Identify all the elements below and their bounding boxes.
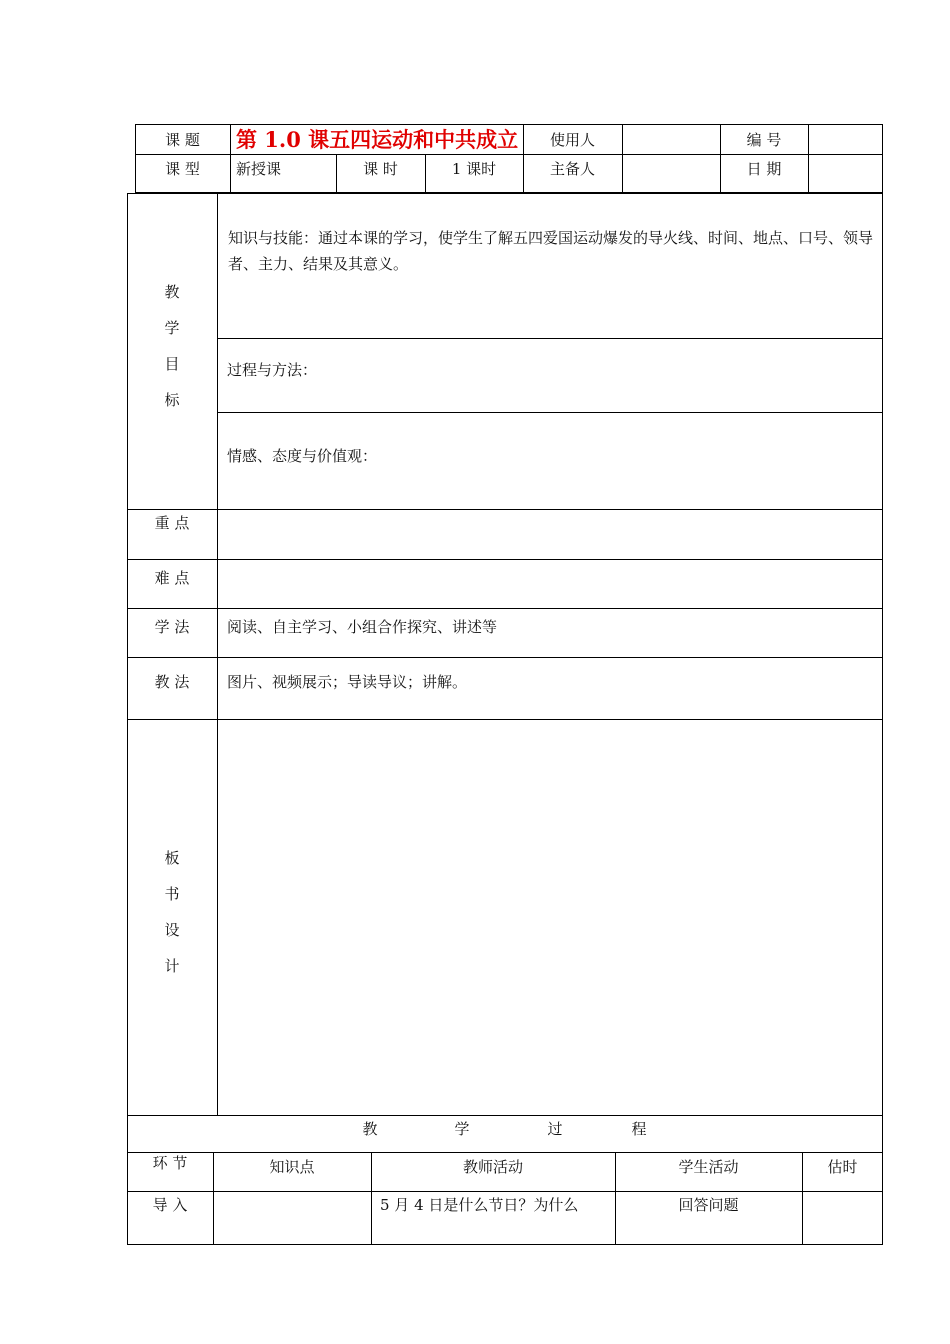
- table-row-student: 回答问题: [678, 1196, 739, 1214]
- objectives-label: 教 学 目 标: [164, 283, 180, 409]
- row-divider: [127, 608, 883, 609]
- objective-divider: [217, 412, 883, 413]
- label-column-divider: [217, 193, 218, 1115]
- process-col-header: 学生活动: [678, 1158, 739, 1176]
- process-heading-char: 教: [362, 1120, 378, 1138]
- header-col-divider: [622, 124, 623, 193]
- header-col-divider: [808, 124, 809, 193]
- process-col-header: 环 节: [152, 1154, 188, 1172]
- row-divider: [127, 719, 883, 720]
- board-design-label: 板 书 设 计: [164, 849, 180, 975]
- knowledge-objective: 知识与技能：通过本课的学习，使学生了解五四爱国运动爆发的导火线、时间、地点、口号、领导者、主力、结果及其意义。: [228, 229, 874, 273]
- hours-value: 1 课时: [451, 160, 497, 178]
- row-divider: [127, 559, 883, 560]
- process-heading-char: 学: [454, 1120, 470, 1138]
- process-heading-char: 程: [631, 1120, 647, 1138]
- type-value: 新授课: [236, 160, 282, 178]
- row-divider: [127, 1191, 883, 1192]
- process-objective: 过程与方法：: [227, 361, 318, 379]
- teaching-method-value: 图片、视频展示；导读导议；讲解。: [227, 673, 468, 691]
- table-row-stage: 导 入: [152, 1196, 188, 1214]
- number-label: 编 号: [746, 131, 782, 149]
- learning-method-value: 阅读、自主学习、小组合作探究、讲述等: [227, 618, 498, 636]
- process-col-header: 知识点: [269, 1158, 315, 1176]
- lesson-title: 第 1.0 课五四运动和中共成立: [236, 127, 519, 152]
- date-label: 日 期: [746, 160, 782, 178]
- emotion-objective: 情感、态度与价值观：: [227, 447, 378, 465]
- user-label: 使用人: [549, 131, 595, 149]
- table-row-teacher: 5 月 4 日是什么节日？为什么: [380, 1196, 579, 1214]
- process-col-header: 估时: [827, 1158, 858, 1176]
- header-row-divider: [135, 154, 883, 155]
- row-divider: [127, 1152, 883, 1153]
- header-col-divider: [230, 124, 231, 193]
- hours-label: 课 时: [363, 160, 398, 178]
- key-points-label: 重 点: [154, 514, 190, 532]
- row-divider: [127, 1115, 883, 1116]
- type-label: 课 型: [165, 160, 200, 178]
- preparer-label: 主备人: [549, 160, 595, 178]
- objective-divider: [217, 338, 883, 339]
- process-heading-char: 过: [547, 1120, 563, 1138]
- lesson-label: 课 题: [165, 131, 200, 149]
- row-divider: [127, 657, 883, 658]
- row-divider: [127, 509, 883, 510]
- teaching-method-label: 教 法: [154, 673, 190, 691]
- difficulties-label: 难 点: [154, 569, 190, 587]
- process-col-header: 教师活动: [462, 1158, 523, 1176]
- learning-method-label: 学 法: [154, 618, 190, 636]
